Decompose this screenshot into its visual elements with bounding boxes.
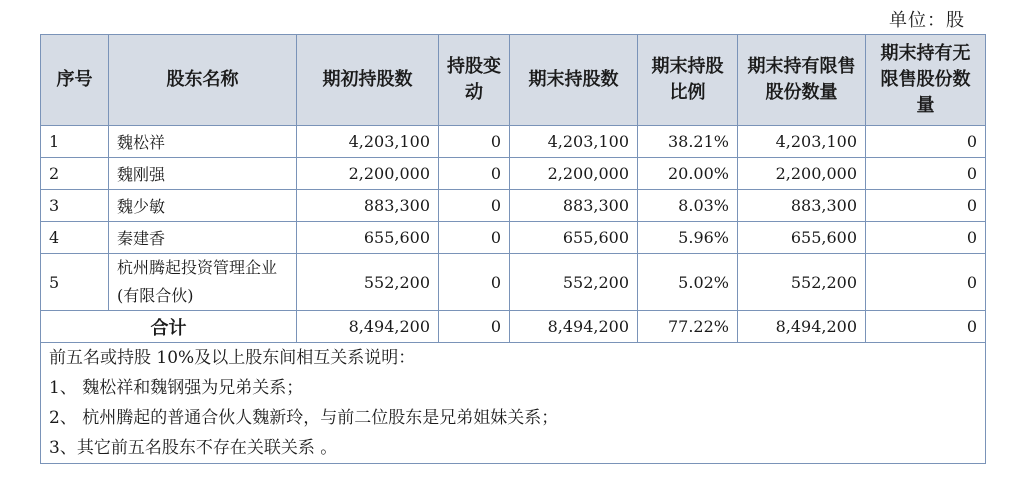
total-restricted: 8,494,200 bbox=[738, 311, 866, 343]
note-item: 2、 杭州腾起的普通合伙人魏新玲，与前二位股东是兄弟姐妹关系； bbox=[49, 408, 559, 428]
table-row bbox=[41, 222, 986, 254]
row-restricted: 883,300 bbox=[738, 190, 866, 222]
header-row bbox=[41, 35, 986, 126]
row-name: 杭州腾起投资管理企业(有限合伙) bbox=[109, 254, 297, 311]
header-start-shares: 期初持股数 bbox=[297, 35, 439, 126]
row-end: 655,600 bbox=[510, 222, 638, 254]
table-row bbox=[41, 254, 986, 311]
row-start: 2,200,000 bbox=[297, 158, 439, 190]
table-row bbox=[41, 126, 986, 158]
table-row bbox=[41, 190, 986, 222]
note-item: 1、 魏松祥和魏钢强为兄弟关系； bbox=[49, 378, 304, 398]
row-restricted: 2,200,000 bbox=[738, 158, 866, 190]
row-end: 883,300 bbox=[510, 190, 638, 222]
row-start: 552,200 bbox=[297, 254, 439, 311]
row-change: 0 bbox=[439, 222, 510, 254]
row-no: 3 bbox=[41, 190, 109, 222]
row-change: 0 bbox=[439, 158, 510, 190]
row-change: 0 bbox=[439, 126, 510, 158]
row-ratio: 5.02% bbox=[638, 254, 738, 311]
row-start: 4,203,100 bbox=[297, 126, 439, 158]
row-ratio: 8.03% bbox=[638, 190, 738, 222]
shareholder-table bbox=[40, 34, 986, 464]
total-unrestricted: 0 bbox=[866, 311, 986, 343]
row-no: 2 bbox=[41, 158, 109, 190]
row-name: 魏松祥 bbox=[109, 126, 297, 158]
row-name: 魏少敏 bbox=[109, 190, 297, 222]
row-unrestricted: 0 bbox=[866, 158, 986, 190]
row-no: 4 bbox=[41, 222, 109, 254]
row-restricted: 552,200 bbox=[738, 254, 866, 311]
row-change: 0 bbox=[439, 254, 510, 311]
row-unrestricted: 0 bbox=[866, 222, 986, 254]
total-label: 合计 bbox=[41, 311, 297, 343]
row-end: 4,203,100 bbox=[510, 126, 638, 158]
header-ratio: 期末持股比例 bbox=[638, 35, 738, 126]
row-unrestricted: 0 bbox=[866, 190, 986, 222]
row-ratio: 5.96% bbox=[638, 222, 738, 254]
row-ratio: 20.00% bbox=[638, 158, 738, 190]
header-end-shares: 期末持股数 bbox=[510, 35, 638, 126]
note-item: 3、其它前五名股东不存在关联关系 。 bbox=[49, 438, 338, 458]
total-start: 8,494,200 bbox=[297, 311, 439, 343]
total-change: 0 bbox=[439, 311, 510, 343]
row-name: 魏刚强 bbox=[109, 158, 297, 190]
note-heading: 前五名或持股 10%及以上股东间相互关系说明： bbox=[49, 348, 416, 368]
row-restricted: 4,203,100 bbox=[738, 126, 866, 158]
relationship-notes bbox=[41, 343, 986, 464]
row-name: 秦建香 bbox=[109, 222, 297, 254]
header-no: 序号 bbox=[41, 35, 109, 126]
total-end: 8,494,200 bbox=[510, 311, 638, 343]
notes-row bbox=[41, 343, 986, 464]
total-row bbox=[41, 311, 986, 343]
row-end: 2,200,000 bbox=[510, 158, 638, 190]
header-restricted: 期末持有限售股份数量 bbox=[738, 35, 866, 126]
row-end: 552,200 bbox=[510, 254, 638, 311]
row-change: 0 bbox=[439, 190, 510, 222]
header-unrestricted: 期末持有无限售股份数量 bbox=[866, 35, 986, 126]
row-start: 655,600 bbox=[297, 222, 439, 254]
row-unrestricted: 0 bbox=[866, 254, 986, 311]
row-restricted: 655,600 bbox=[738, 222, 866, 254]
header-name: 股东名称 bbox=[109, 35, 297, 126]
row-no: 5 bbox=[41, 254, 109, 311]
row-unrestricted: 0 bbox=[866, 126, 986, 158]
total-ratio: 77.22% bbox=[638, 311, 738, 343]
row-start: 883,300 bbox=[297, 190, 439, 222]
row-ratio: 38.21% bbox=[638, 126, 738, 158]
unit-label: 单位：股 bbox=[889, 10, 965, 31]
header-change: 持股变动 bbox=[439, 35, 510, 126]
row-no: 1 bbox=[41, 126, 109, 158]
table-row bbox=[41, 158, 986, 190]
